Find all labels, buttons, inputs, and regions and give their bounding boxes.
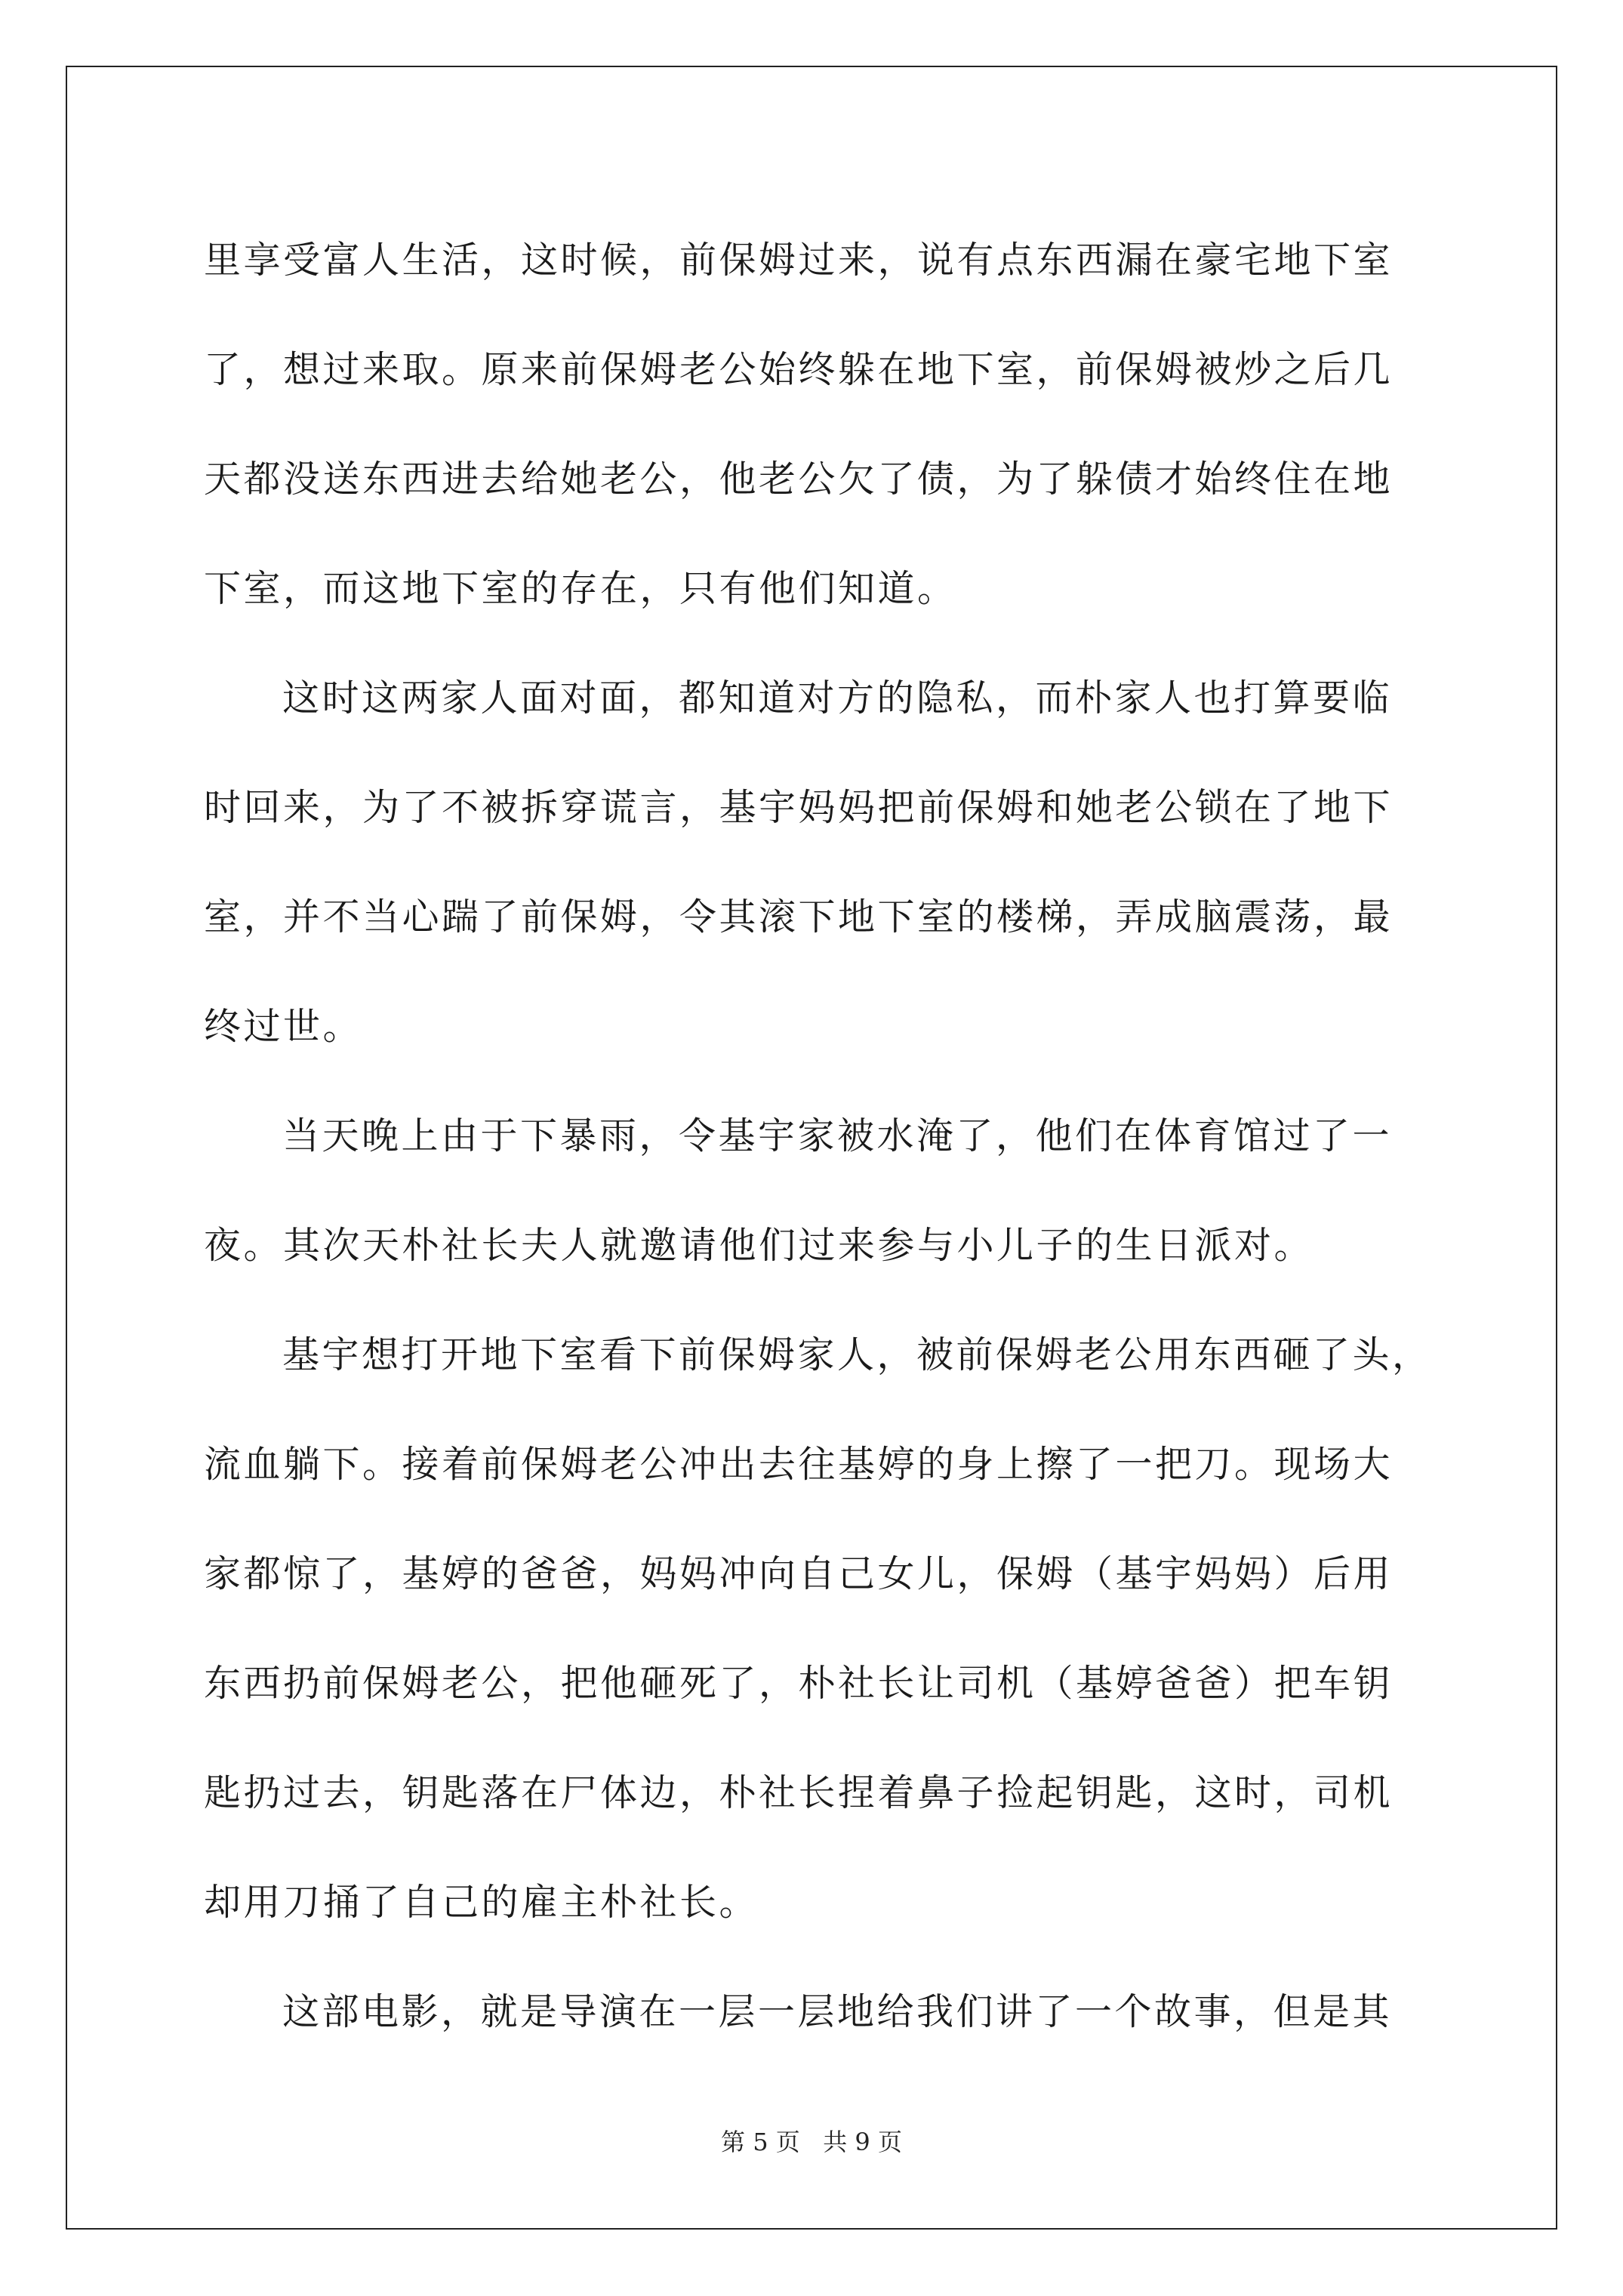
text-line: 时回来，为了不被拆穿谎言，基宇妈妈把前保姆和她老公锁在了地下	[204, 786, 1394, 829]
text-line: 这时这两家人面对面，都知道对方的隐私，而朴家人也打算要临	[282, 676, 1393, 720]
text-line: 基宇想打开地下室看下前保姆家人，被前保姆老公用东西砸了头，	[282, 1333, 1432, 1376]
text-line: 里享受富人生活，这时候，前保姆过来，说有点东西漏在豪宅地下室	[204, 239, 1394, 282]
document-body	[204, 205, 1434, 2066]
text-line: 夜。其次天朴社长夫人就邀请他们过来参与小儿子的生日派对。	[204, 1224, 1314, 1267]
text-line: 下室，而这地下室的存在，只有他们知道。	[204, 567, 957, 610]
page-number-footer: 第 5 页 共 9 页	[721, 2128, 902, 2156]
text-line: 东西扔前保姆老公，把他砸死了，朴社长让司机（基婷爸爸）把车钥	[204, 1662, 1394, 1705]
text-line: 了，想过来取。原来前保姆老公始终躲在地下室，前保姆被炒之后几	[204, 348, 1394, 391]
text-line: 室，并不当心踹了前保姆，令其滚下地下室的楼梯，弄成脑震荡，最	[204, 895, 1394, 938]
text-line: 流血躺下。接着前保姆老公冲出去往基婷的身上擦了一把刀。现场大	[204, 1443, 1394, 1486]
text-line: 家都惊了，基婷的爸爸，妈妈冲向自己女儿，保姆（基宇妈妈）后用	[204, 1552, 1394, 1595]
text-line: 终过世。	[204, 1005, 363, 1048]
text-line: 匙扔过去，钥匙落在尸体边，朴社长捏着鼻子捡起钥匙，这时，司机	[204, 1771, 1394, 1814]
text-line: 天都没送东西进去给她老公，他老公欠了债，为了躲债才始终住在地	[204, 458, 1394, 501]
text-line: 却用刀捅了自己的雇主朴社长。	[204, 1881, 759, 1924]
text-line: 当天晚上由于下暴雨，令基宇家被水淹了，他们在体育馆过了一	[282, 1114, 1393, 1157]
text-line: 这部电影，就是导演在一层一层地给我们讲了一个故事，但是其	[282, 1990, 1393, 2033]
